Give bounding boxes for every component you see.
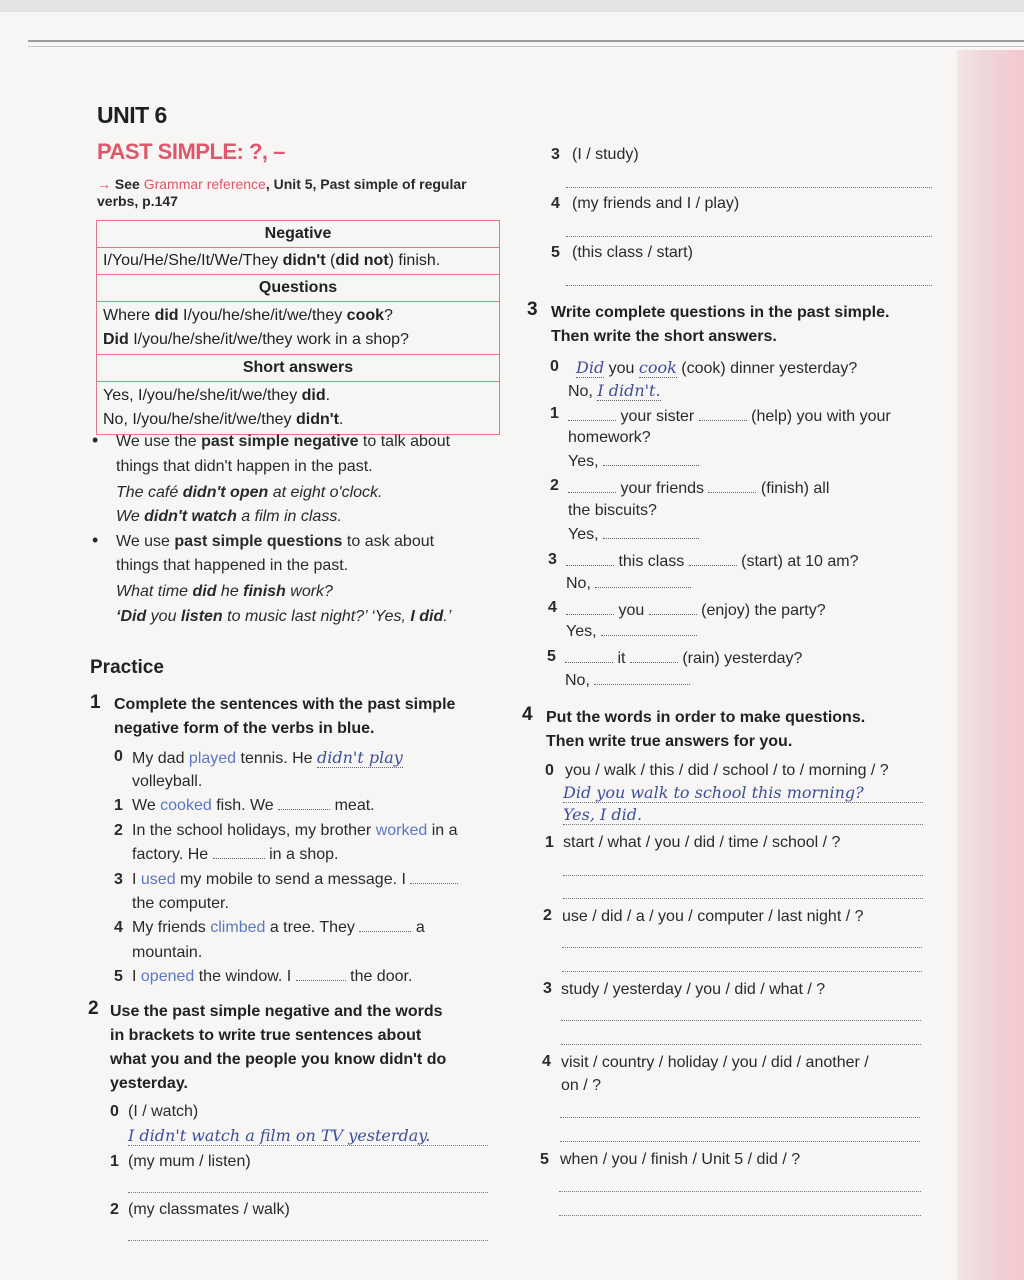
exercise-item: We cooked fish. We meat.	[132, 797, 375, 814]
item-number: 5	[114, 968, 123, 985]
item-number: 0	[550, 358, 559, 375]
exercise-instruction: yesterday.	[110, 1075, 188, 1092]
item-number: 4	[548, 599, 557, 616]
table-header-short-answers: Short answers	[97, 355, 500, 382]
item-number: 3	[548, 551, 557, 568]
practice-heading: Practice	[90, 657, 164, 678]
answer-line[interactable]	[559, 1215, 921, 1216]
item-number: 4	[542, 1053, 551, 1070]
answer-blank[interactable]	[278, 797, 330, 810]
item-number: 5	[540, 1151, 549, 1168]
arrow-right-icon: →	[97, 176, 111, 192]
unit-heading: UNIT 6	[97, 102, 167, 128]
answer-blank[interactable]	[708, 480, 756, 493]
exercise-item: it (rain) yesterday?	[565, 650, 802, 668]
answer-line[interactable]	[563, 875, 923, 876]
exercise-item: the computer.	[132, 895, 229, 912]
exercise-item: the biscuits?	[568, 502, 657, 519]
example-sentence: ‘Did you listen to music last night?’ ‘Yes, I did.’	[116, 608, 452, 625]
exercise-item: volleyball.	[132, 773, 203, 790]
exercise-item: (my friends and I / play)	[572, 195, 740, 212]
answer-line[interactable]	[561, 1044, 921, 1045]
example-sentence: What time did he finish work?	[116, 583, 333, 600]
item-number: 0	[110, 1103, 119, 1120]
item-number: 0	[545, 762, 554, 779]
short-answer: Yes,	[566, 623, 697, 641]
short-answer: Yes,	[568, 526, 699, 544]
answer-blank[interactable]	[689, 553, 737, 566]
answer-blank[interactable]	[601, 623, 697, 636]
exercise-number: 2	[88, 998, 99, 1019]
exercise-item: study / yesterday / you / did / what / ?	[561, 981, 826, 998]
handwritten-answer[interactable]: Did	[576, 358, 605, 377]
exercise-item: visit / country / holiday / you / did / another /	[561, 1054, 869, 1071]
handwritten-answer[interactable]: cook	[638, 358, 677, 377]
handwritten-answer[interactable]: I didn't watch a film on TV yesterday.	[128, 1126, 488, 1146]
handwritten-answer[interactable]: didn't play	[317, 748, 403, 767]
exercise-item: use / did / a / you / computer / last night / ?	[562, 908, 864, 925]
answer-blank[interactable]	[565, 650, 613, 663]
item-number: 1	[114, 797, 123, 814]
exercise-instruction: Then write the short answers.	[551, 328, 777, 345]
exercise-number: 1	[90, 692, 101, 713]
table-row: Yes, I/you/he/she/it/we/they did. No, I/you/he/she/it/we/they didn't.	[97, 382, 500, 435]
example-sentence: We didn't watch a film in class.	[116, 508, 342, 525]
exercise-item: Did you cook (cook) dinner yesterday?	[576, 358, 858, 377]
short-answer: No, I didn't.	[568, 381, 661, 400]
exercise-item: you (enjoy) the party?	[566, 602, 826, 620]
exercise-instruction: Use the past simple negative and the words	[110, 1003, 443, 1020]
answer-line[interactable]	[559, 1191, 921, 1192]
short-answer: No,	[566, 575, 691, 593]
answer-line[interactable]	[566, 285, 932, 286]
item-number: 2	[110, 1201, 119, 1218]
exercise-instruction: Then write true answers for you.	[546, 733, 793, 750]
exercise-item: In the school holidays, my brother worked in a	[132, 822, 458, 839]
note-text: We use the past simple negative to talk about	[116, 433, 451, 450]
exercise-number: 4	[522, 704, 533, 725]
table-header-questions: Questions	[97, 275, 500, 302]
item-number: 1	[110, 1153, 119, 1170]
handwritten-answer[interactable]: I didn't.	[597, 381, 661, 400]
item-number: 4	[551, 195, 560, 212]
exercise-item: when / you / finish / Unit 5 / did / ?	[560, 1151, 801, 1168]
answer-blank[interactable]	[595, 575, 691, 588]
note-text: things that happened in the past.	[116, 557, 349, 574]
exercise-item: (I / watch)	[128, 1103, 199, 1120]
answer-line[interactable]	[128, 1192, 488, 1193]
exercise-item: your friends (finish) all	[568, 480, 829, 498]
exercise-number: 3	[527, 299, 538, 320]
exercise-instruction: Complete the sentences with the past simple	[114, 696, 456, 713]
exercise-item: homework?	[568, 429, 651, 446]
exercise-instruction: in brackets to write true sentences about	[110, 1027, 422, 1044]
answer-blank[interactable]	[603, 453, 699, 466]
answer-blank[interactable]	[359, 919, 411, 932]
exercise-item: I opened the window. I the door.	[132, 968, 413, 985]
exercise-instruction: Put the words in order to make questions.	[546, 709, 866, 726]
note-text: things that didn't happen in the past.	[116, 458, 373, 475]
exercise-item: My friends climbed a tree. They a	[132, 919, 425, 936]
top-rule-thin	[28, 46, 1024, 47]
answer-blank[interactable]	[594, 672, 690, 685]
item-number: 2	[550, 477, 559, 494]
page-title: PAST SIMPLE: ?, –	[97, 139, 285, 164]
exercise-item: (this class / start)	[572, 244, 693, 261]
exercise-item: (I / study)	[572, 146, 639, 163]
answer-line[interactable]	[128, 1240, 488, 1241]
answer-line[interactable]	[561, 1020, 921, 1021]
handwritten-answer[interactable]: Did you walk to school this morning?	[563, 783, 923, 803]
answer-line[interactable]	[562, 947, 922, 948]
example-sentence: The café didn't open at eight o'clock.	[116, 484, 383, 501]
bullet-icon: •	[92, 530, 99, 550]
note-text: We use past simple questions to ask about	[116, 533, 435, 550]
exercise-item: (my mum / listen)	[128, 1153, 251, 1170]
top-rule	[28, 40, 1024, 42]
item-number: 5	[547, 648, 556, 665]
answer-blank[interactable]	[296, 968, 346, 981]
item-number: 5	[551, 244, 560, 261]
item-number: 4	[114, 919, 123, 936]
exercise-item: your sister (help) you with your	[568, 408, 891, 426]
answer-blank[interactable]	[566, 553, 614, 566]
exercise-item: factory. He in a shop.	[132, 846, 339, 863]
item-number: 2	[114, 822, 123, 839]
answer-blank[interactable]	[566, 602, 614, 615]
item-number: 3	[551, 146, 560, 163]
grammar-table	[96, 220, 500, 435]
answer-line[interactable]	[566, 187, 932, 188]
answer-line[interactable]	[560, 1117, 920, 1118]
answer-line[interactable]	[562, 971, 922, 972]
exercise-item: mountain.	[132, 944, 203, 961]
answer-blank[interactable]	[410, 871, 458, 884]
exercise-instruction: what you and the people you know didn't do	[110, 1051, 447, 1068]
answer-blank[interactable]	[699, 408, 747, 421]
table-row: Where did I/you/he/she/it/we/they cook? Did I/you/he/she/it/we/they work in a shop?	[97, 302, 500, 355]
answer-blank[interactable]	[568, 408, 616, 421]
item-number: 0	[114, 748, 123, 765]
answer-blank[interactable]	[568, 480, 616, 493]
short-answer: No,	[565, 672, 690, 690]
item-number: 1	[545, 834, 554, 851]
grammar-reference-note: → See Grammar reference, Unit 5, Past simple of regular verbs, p.147	[97, 176, 467, 209]
answer-line[interactable]	[560, 1141, 920, 1142]
exercise-item: I used my mobile to send a message. I	[132, 871, 458, 889]
grammar-reference-link[interactable]: Grammar reference	[143, 176, 266, 192]
page-top-band	[0, 0, 1024, 12]
item-number: 2	[543, 907, 552, 924]
exercise-item: start / what / you / did / time / school / ?	[563, 834, 841, 851]
item-number: 1	[550, 405, 559, 422]
bullet-icon: •	[92, 430, 99, 450]
answer-blank[interactable]	[630, 650, 678, 663]
answer-line[interactable]	[566, 236, 932, 237]
answer-blank[interactable]	[603, 526, 699, 539]
short-answer: Yes,	[568, 453, 699, 471]
table-header-negative: Negative	[97, 221, 500, 248]
table-row: I/You/He/She/It/We/They didn't (did not) finish.	[97, 248, 500, 275]
exercise-item: on / ?	[561, 1077, 602, 1094]
item-number: 3	[114, 871, 123, 888]
answer-blank[interactable]	[213, 846, 265, 859]
handwritten-answer[interactable]: Yes, I did.	[563, 805, 923, 825]
exercise-item: this class (start) at 10 am?	[566, 553, 859, 571]
exercise-instruction: negative form of the verbs in blue.	[114, 720, 375, 737]
exercise-item: (my classmates / walk)	[128, 1201, 290, 1218]
answer-line[interactable]	[563, 898, 923, 899]
page-edge	[957, 50, 1024, 1280]
exercise-instruction: Write complete questions in the past simple.	[551, 304, 890, 321]
item-number: 3	[543, 980, 552, 997]
exercise-item: My dad played tennis. He didn't play	[132, 748, 403, 767]
exercise-item: you / walk / this / did / school / to / morning / ?	[565, 762, 889, 779]
answer-blank[interactable]	[649, 602, 697, 615]
